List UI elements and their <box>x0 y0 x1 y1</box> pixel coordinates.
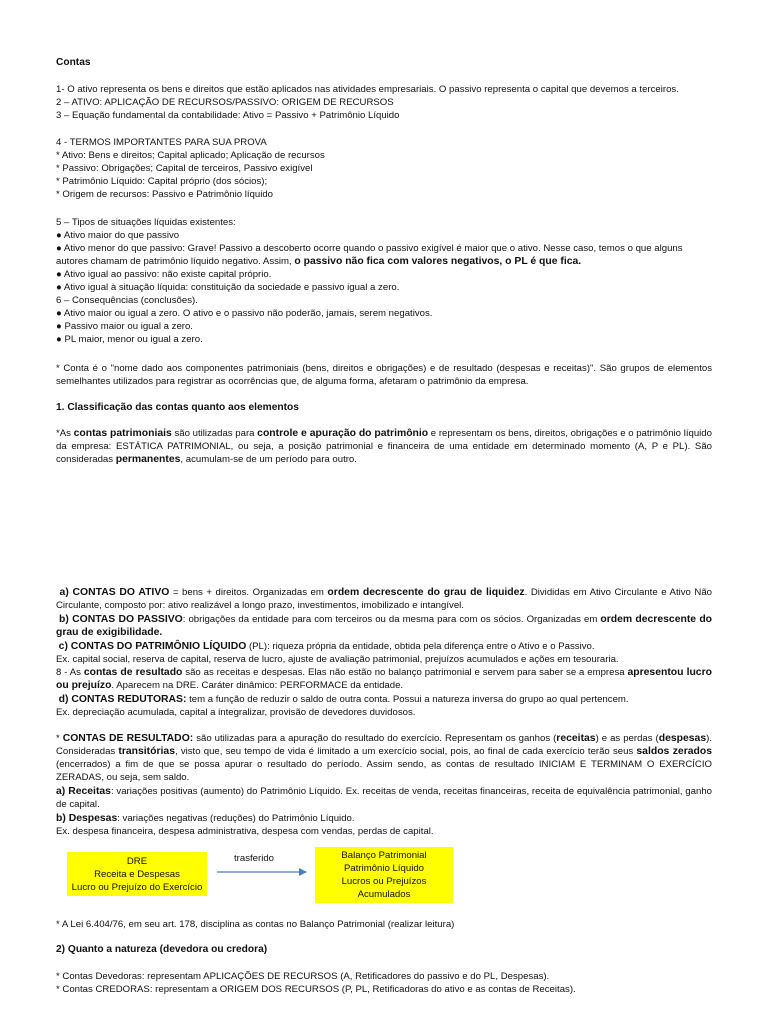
emphasis: permanentes <box>115 454 181 465</box>
situation-item: ● Ativo igual à situação líquida: constituição da sociedade e passivo igual a zero. <box>56 282 400 293</box>
intro-line: 1- O ativo representa os bens e direitos que estão aplicados nas atividades empresariais. O passivo representa o capital que devemos a terceiros. <box>56 84 679 95</box>
receitas-paragraph <box>56 785 712 811</box>
balanco-line: Patrimônio Líquido <box>344 863 424 874</box>
text: : variações negativas (reduções) do Patrimônio Líquido. <box>117 813 355 824</box>
natureza-line: * Contas CREDORAS: representam a ORIGEM DOS RECURSOS (P, PL, Retificadoras do ativo e as contas de Receitas). <box>56 984 576 995</box>
emphasis: despesas <box>658 733 707 744</box>
contas-redutoras-paragraph <box>56 693 712 719</box>
patrimoniais-paragraph <box>56 427 712 466</box>
dre-line: Lucro ou Prejuízo do Exercício <box>71 881 203 893</box>
despesas-line <box>56 812 712 825</box>
terms-line: * Origem de recursos: Passivo e Patrimônio líquido <box>56 189 274 200</box>
balanco-line: Lucros ou Prejuízos <box>341 876 427 887</box>
emphasis: c) CONTAS DO PATRIMÔNIO LÍQUIDO <box>58 641 247 652</box>
natureza-block <box>56 970 712 996</box>
situation-emphasis: o passivo não fica com valores negativos, o PL é que fica. <box>294 256 582 267</box>
emphasis: ordem decrescente do grau de liquidez <box>327 587 525 598</box>
emphasis: controle e apuração do patrimônio <box>257 428 429 439</box>
text: são as receitas e despesas. Elas não estão no balanço patrimonial e servem para saber se a empresa <box>182 667 628 678</box>
situation-item: ● Ativo igual ao passivo: não existe capital próprio. <box>56 269 272 280</box>
text: (PL): riqueza própria da entidade, obtida pela diferença entre o Ativo e o Passivo. <box>246 641 595 652</box>
natureza-line: * Contas Devedoras: representam APLICAÇÕES DE RECURSOS (A, Retificadores do passivo e do PL, Despesas). <box>56 971 550 982</box>
emphasis: a) Receitas <box>56 786 111 797</box>
redutoras-example: Ex. depreciação acumulada, capital a integralizar, provisão de devedores duvidosos. <box>56 707 416 718</box>
balanco-line: Acumulados <box>357 889 411 900</box>
terms-line: * Passivo: Obrigações; Capital de terceiros, Passivo exigível <box>56 163 313 174</box>
text: são utilizadas para <box>171 428 258 439</box>
page-title: Contas <box>56 57 91 68</box>
situations-block <box>56 216 712 346</box>
emphasis: a) CONTAS DO ATIVO <box>59 587 170 598</box>
transfer-label: trasferido <box>234 853 274 864</box>
situation-item: ● Ativo maior ou igual a zero. O ativo e o passivo não poderão, jamais, serem negativos. <box>56 308 433 319</box>
emphasis: ordem decrescente do grau de exigibilidade. <box>56 614 713 638</box>
situation-text: ● Ativo menor do que passivo: Grave! Passivo a descoberto ocorre quando o passivo exigível é maior que o ativo. Nesse caso, temos o que alguns autores chamam de patrimônio líquido negativo. Assim, <box>56 243 683 267</box>
intro-line: 2 – ATIVO: APLICAÇÃO DE RECURSOS/PASSIVO: ORIGEM DE RECURSOS <box>56 97 394 108</box>
text: 8 - As <box>56 667 84 678</box>
text: . Divididas em Ativo Circulante e Ativo Não Circulante, composto por: ativo realizável a longo prazo, investimentos, imobilizado e intangível. <box>56 587 713 611</box>
contas-resultado-paragraph <box>56 732 712 784</box>
text: . Aparecem na DRE. Caráter dinâmico: PERFORMACE da entidade. <box>111 680 404 691</box>
pl-example: Ex. capital social, reserva de capital, reserva de lucro, ajuste de avaliação patrimonial, prejuízos acumulados e ações em tesouraria. <box>56 654 619 665</box>
emphasis: receitas <box>556 733 596 744</box>
text: , acumulam-se de um período para outro. <box>180 454 357 465</box>
terms-line: * Patrimônio Líquido: Capital próprio (dos sócios); <box>56 176 268 187</box>
dre-box <box>67 852 207 896</box>
emphasis: contas patrimoniais <box>73 428 172 439</box>
text: * <box>56 733 63 744</box>
emphasis: b) CONTAS DO PASSIVO <box>59 614 183 625</box>
text: são utilizadas para a apuração do resultado do exercício. Representam os ganhos ( <box>193 733 557 744</box>
text: ). Consideradas <box>56 733 712 757</box>
despesas-example: Ex. despesa financeira, despesa administrativa, despesa com vendas, perdas de capital. <box>56 826 434 837</box>
section-1-title: 1. Classificação das contas quanto aos elementos <box>56 402 299 413</box>
emphasis: transitórias <box>118 746 175 757</box>
situation-item <box>56 242 712 268</box>
text: ) e as perdas ( <box>595 733 659 744</box>
text: tem a função de reduzir o saldo de outra conta. Possui a natureza inversa do grupo ao qual pertencem. <box>186 694 629 705</box>
text: : obrigações da entidade para com terceiros ou da mesma para com os sócios. Organizadas em <box>182 614 601 625</box>
intro-line: 3 – Equação fundamental da contabilidade: Ativo = Passivo + Patrimônio Líquido <box>56 110 400 121</box>
emphasis: apresentou lucro ou prejuízo <box>56 667 712 691</box>
pl-line <box>56 640 712 653</box>
dre-line: DRE <box>126 855 148 867</box>
terms-line: * Ativo: Bens e direitos; Capital aplicado; Aplicação de recursos <box>56 150 325 161</box>
emphasis: saldos zerados <box>636 746 712 757</box>
situation-item: ● PL maior, menor ou igual a zero. <box>56 334 203 345</box>
emphasis: CONTAS DE RESULTADO: <box>62 733 194 744</box>
emphasis: contas de resultado <box>83 667 183 678</box>
contas-passivo-paragraph <box>56 613 712 639</box>
terms-block <box>56 136 712 201</box>
conta-definition: * Conta é o "nome dado aos componentes patrimoniais (bens, direitos e obrigações) e de resultado (despesas e receitas)". São grupos de elementos semelhantes utilizados para registrar as ocorrências que, de alguma forma, afetaram o patrimônio da empresa. <box>56 363 712 387</box>
right-arrow-icon <box>217 866 307 878</box>
text: , visto que, seu tempo de vida é limitado a um exercício social, pois, ao final de cada exercício terão seus <box>174 746 637 757</box>
text: : variações positivas (aumento) do Patrimônio Líquido. Ex. receitas de venda, receitas financeiras, receita de equivalência patrimonial, ganho de capital. <box>56 786 712 810</box>
balanco-line: Balanço Patrimonial <box>341 850 427 861</box>
emphasis: b) Despesas <box>56 813 118 824</box>
text: (encerrados) a fim de que se possa apurar o resultado do período. Assim sendo, as contas de resultado INICIAM E TERMINAM O EXERCÍCIO ZERADAS, ou seja, sem saldo. <box>56 759 712 783</box>
despesas-paragraph <box>56 812 712 838</box>
text: e representam os bens, direitos, obrigações e o patrimônio líquido da empresa: ESTÁTICA PATRIMONIAL, ou seja, a posição patrimonial e financeira de uma entidade em determinado momento (A, P e PL). São consideradas <box>56 428 712 465</box>
situation-item: ● Ativo maior do que passivo <box>56 230 180 241</box>
situations-heading: 5 – Tipos de situações líquidas existentes: <box>56 217 236 228</box>
dre-line: Receita e Despesas <box>94 868 180 880</box>
situation-item: ● Passivo maior ou igual a zero. <box>56 321 193 332</box>
contas-resultado-note <box>56 666 712 692</box>
text: *As <box>56 428 74 439</box>
consequences-heading: 6 – Consequências (conclusões). <box>56 295 198 306</box>
intro-block <box>56 83 712 122</box>
emphasis: d) CONTAS REDUTORAS: <box>58 694 187 705</box>
section-2-title: 2) Quanto a natureza (devedora ou credora) <box>56 944 268 955</box>
text: = bens + direitos. Organizadas em <box>169 587 328 598</box>
balanco-box <box>315 847 453 903</box>
redutoras-line <box>56 693 712 706</box>
lei-note: * A Lei 6.404/76, em seu art. 178, disciplina as contas no Balanço Patrimonial (realizar leitura) <box>56 919 455 930</box>
terms-heading: 4 - TERMOS IMPORTANTES PARA SUA PROVA <box>56 137 267 148</box>
contas-pl-paragraph <box>56 640 712 666</box>
contas-ativo-paragraph <box>56 586 712 612</box>
